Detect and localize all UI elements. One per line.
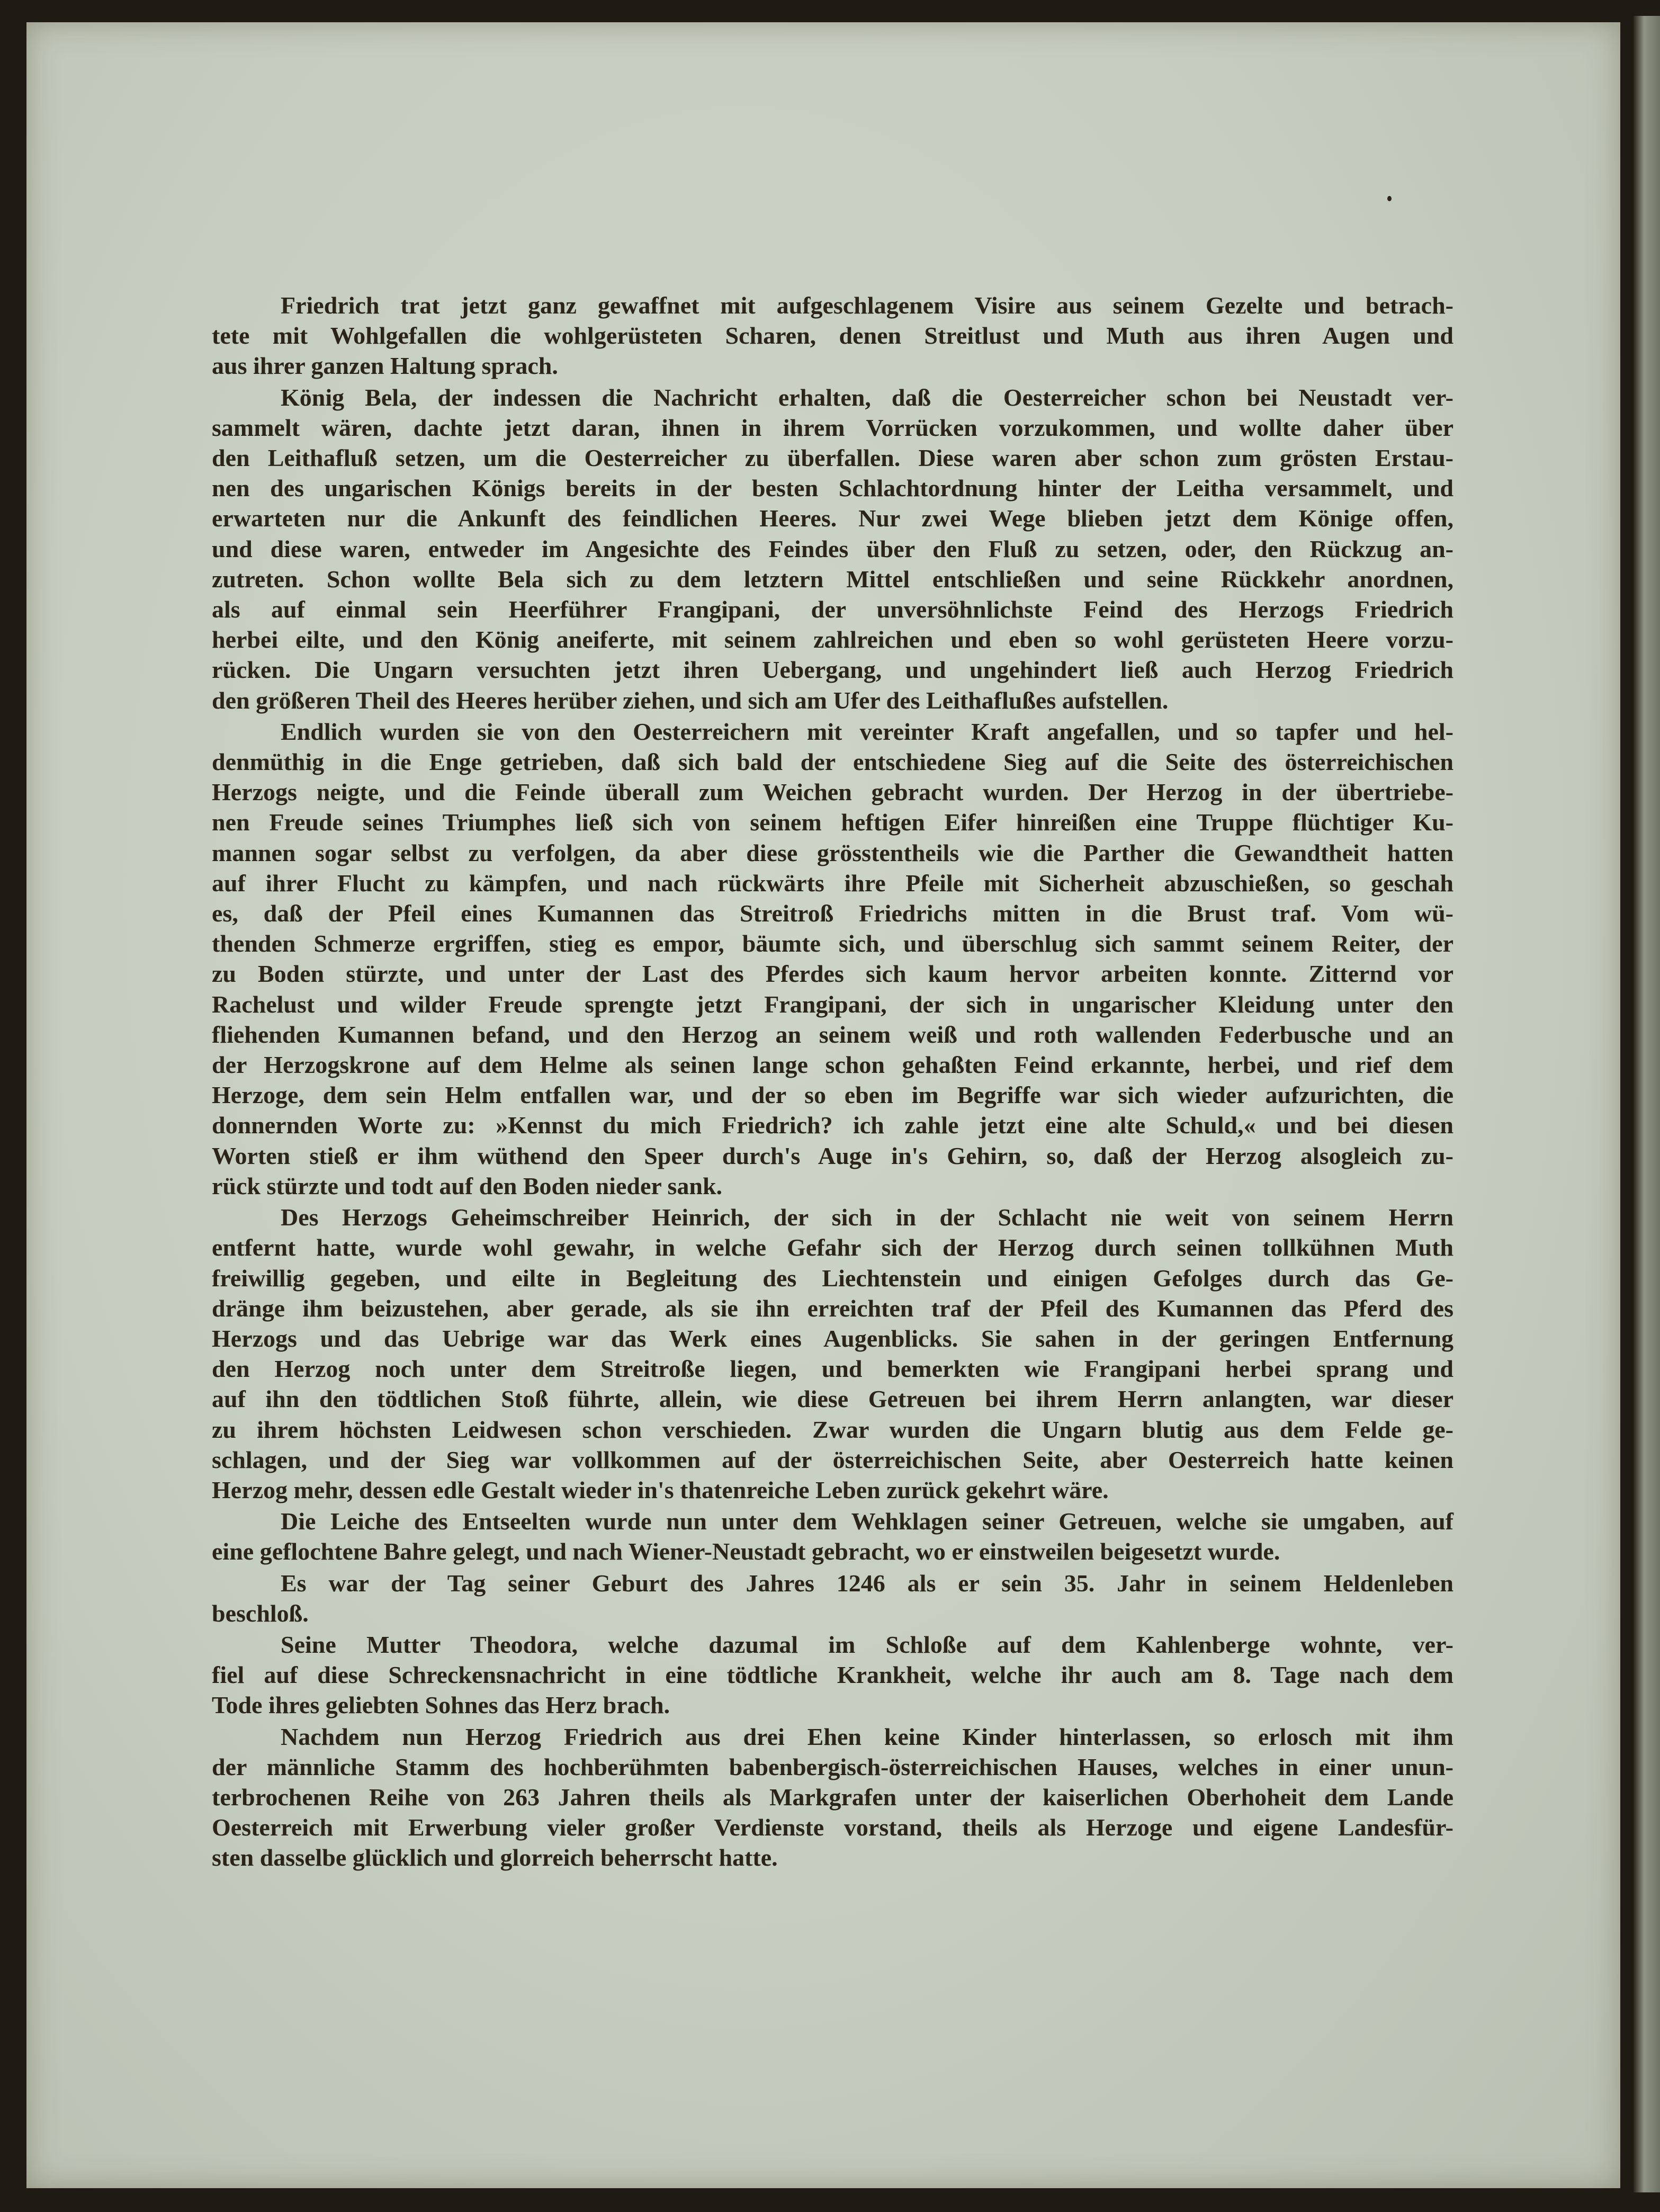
text-line: freiwillig gegeben, und eilte in Begleitung des Liechtenstein und einigen Gefolges durch das Ge- xyxy=(212,1264,1453,1292)
text-line: Rachelust und wilder Freude sprengte jetzt Frangipani, der sich in ungarischer Kleidung unter den xyxy=(212,990,1453,1018)
text-line: Tode ihres geliebten Sohnes das Herz brach. xyxy=(212,1691,670,1719)
text-line: thenden Schmerze ergriffen, stieg es empor, bäumte sich, und überschlug sich sammt seinem Reiter, der xyxy=(212,930,1453,957)
adjacent-page-edge xyxy=(1634,16,1660,2192)
text-line: der männliche Stamm des hochberühmten babenbergisch-österreichischen Hauses, welches in einer unun- xyxy=(212,1753,1453,1780)
text-line: herbei eilte, und den König aneiferte, mit seinem zahlreichen und eben so wohl gerüsteten Heere vorzu- xyxy=(212,626,1453,653)
text-line: aus ihrer ganzen Haltung sprach. xyxy=(212,352,558,380)
paragraph xyxy=(212,1722,1453,1873)
text-line: Herzoge, dem sein Helm entfallen war, und der so eben im Begriffe war sich wieder aufzurichten, die xyxy=(212,1081,1453,1109)
paragraph xyxy=(212,717,1453,1201)
text-line: sammelt wären, dachte jetzt daran, ihnen in ihrem Vorrücken vorzukommen, und wollte daher über xyxy=(212,414,1453,441)
ink-speck xyxy=(1387,196,1392,201)
text-line: es, daß der Pfeil eines Kumannen das Streitroß Friedrichs mitten in die Brust traf. Vom wü- xyxy=(212,900,1453,927)
text-line: der Herzogskrone auf dem Helme als seinen lange schon gehaßten Feind erkannte, herbei, und rief dem xyxy=(212,1051,1453,1079)
text-line: Herzogs und das Uebrige war das Werk eines Augenblicks. Sie sahen in der geringen Entfernung xyxy=(212,1324,1453,1352)
text-line: tete mit Wohlgefallen die wohlgerüsteten Scharen, denen Streitlust und Muth aus ihren Augen und xyxy=(212,322,1453,350)
paragraph xyxy=(212,382,1453,715)
text-line: donnernden Worte zu: »Kennst du mich Friedrich? ich zahle jetzt eine alte Schuld,« und bei diesen xyxy=(212,1112,1453,1139)
text-line: auf ihn den tödtlichen Stoß führte, allein, wie diese Getreuen bei ihrem Herrn anlangten, war dieser xyxy=(212,1385,1453,1413)
text-line: Es war der Tag seiner Geburt des Jahres 1246 als er sein 35. Jahr in seinem Heldenleben xyxy=(281,1569,1453,1597)
text-line: Herzogs neigte, und die Feinde überall zum Weichen gebracht wurden. Der Herzog in der übertriebe- xyxy=(212,778,1453,806)
text-line: beschloß. xyxy=(212,1599,309,1627)
document-body xyxy=(212,290,1453,1874)
text-line: König Bela, der indessen die Nachricht erhalten, daß die Oesterreicher schon bei Neustadt ver- xyxy=(281,383,1453,411)
text-line: zu ihrem höchsten Leidwesen schon verschieden. Zwar wurden die Ungarn blutig aus dem Felde ge- xyxy=(212,1416,1453,1443)
text-line: sten dasselbe glücklich und glorreich beherrscht hatte. xyxy=(212,1844,778,1871)
text-line: den größeren Theil des Heeres herüber ziehen, und sich am Ufer des Leithaflußes aufstellen. xyxy=(212,686,1169,714)
text-line: zutreten. Schon wollte Bela sich zu dem letztern Mittel entschließen und seine Rückkehr anordnen, xyxy=(212,565,1453,593)
text-line: und diese waren, entweder im Angesichte des Feindes über den Fluß zu setzen, oder, den Rückzug an- xyxy=(212,535,1453,562)
text-line: nen Freude seines Triumphes ließ sich von seinem heftigen Eifer hinreißen eine Truppe flüchtiger Ku- xyxy=(212,809,1453,836)
text-line: Die Leiche des Entseelten wurde nun unter dem Wehklagen seiner Getreuen, welche sie umgaben, auf xyxy=(281,1508,1453,1535)
text-line: eine geflochtene Bahre gelegt, und nach Wiener-Neustadt gebracht, wo er einstweilen beigesetzt wurde. xyxy=(212,1538,1280,1565)
paragraph xyxy=(212,1629,1453,1721)
text-line: schlagen, und der Sieg war vollkommen auf der österreichischen Seite, aber Oesterreich hatte keinen xyxy=(212,1446,1453,1473)
paragraph xyxy=(212,1568,1453,1628)
text-line: fiel auf diese Schreckensnachricht in eine tödtliche Krankheit, welche ihr auch am 8. Tage nach dem xyxy=(212,1661,1453,1689)
text-line: Nachdem nun Herzog Friedrich aus drei Ehen keine Kinder hinterlassen, so erlosch mit ihm xyxy=(281,1723,1453,1750)
text-line: den Leithafluß setzen, um die Oesterreicher zu überfallen. Diese waren aber schon zum grösten Erstau- xyxy=(212,444,1453,472)
text-line: nen des ungarischen Königs bereits in der besten Schlachtordnung hinter der Leitha versammelt, und xyxy=(212,474,1453,502)
text-line: Des Herzogs Geheimschreiber Heinrich, der sich in der Schlacht nie weit von seinem Herrn xyxy=(281,1204,1453,1231)
text-line: als auf einmal sein Heerführer Frangipani, der unversöhnlichste Feind des Herzogs Friedrich xyxy=(212,596,1453,623)
text-line: entfernt hatte, wurde wohl gewahr, in welche Gefahr sich der Herzog durch seinen tollkühnen Muth xyxy=(212,1234,1453,1261)
text-line: zu Boden stürzte, und unter der Last des Pferdes sich kaum hervor arbeiten konnte. Zitternd vor xyxy=(212,960,1453,988)
paragraph xyxy=(212,1506,1453,1566)
text-line: dränge ihm beizustehen, aber gerade, als sie ihn erreichten traf der Pfeil des Kumannen das Pferd des xyxy=(212,1294,1453,1322)
text-line: auf ihrer Flucht zu kämpfen, und nach rückwärts ihre Pfeile mit Sicherheit abzuschießen, so geschah xyxy=(212,869,1453,897)
text-line: Endlich wurden sie von den Oesterreichern mit vereinter Kraft angefallen, und so tapfer und hel- xyxy=(281,718,1453,745)
text-line: Oesterreich mit Erwerbung vieler großer Verdienste vorstand, theils als Herzoge und eigene Landesfür- xyxy=(212,1814,1453,1841)
text-line: Seine Mutter Theodora, welche dazumal im Schloße auf dem Kahlenberge wohnte, ver- xyxy=(281,1631,1453,1658)
text-line: Worten stieß er ihm wüthend den Speer durch's Auge in's Gehirn, so, daß der Herzog alsogleich zu- xyxy=(212,1142,1453,1169)
text-line: denmüthig in die Enge getrieben, daß sich bald der entschiedene Sieg auf die Seite des österreichischen xyxy=(212,748,1453,776)
text-line: fliehenden Kumannen befand, und den Herzog an seinem weiß und roth wallenden Federbusche und an xyxy=(212,1020,1453,1048)
paragraph xyxy=(212,290,1453,381)
text-line: mannen sogar selbst zu verfolgen, da aber diese grösstentheils wie die Parther die Gewandtheit hatten xyxy=(212,839,1453,866)
text-line: erwarteten nur die Ankunft des feindlichen Heeres. Nur zwei Wege blieben jetzt dem Könige offen, xyxy=(212,505,1453,532)
text-line: Herzog mehr, dessen edle Gestalt wieder in's thatenreiche Leben zurück gekehrt wäre. xyxy=(212,1476,1109,1503)
text-line: rück stürzte und todt auf den Boden nieder sank. xyxy=(212,1172,723,1199)
text-line: den Herzog noch unter dem Streitroße liegen, und bemerkten wie Frangipani herbei sprang und xyxy=(212,1355,1453,1383)
paragraph xyxy=(212,1202,1453,1505)
text-line: Friedrich trat jetzt ganz gewaffnet mit aufgeschlagenem Visire aus seinem Gezelte und betrach- xyxy=(281,292,1453,319)
text-line: terbrochenen Reihe von 263 Jahren theils als Markgrafen unter der kaiserlichen Oberhoheit dem Lande xyxy=(212,1783,1453,1811)
text-line: rücken. Die Ungarn versuchten jetzt ihren Uebergang, und ungehindert ließ auch Herzog Friedrich xyxy=(212,656,1453,684)
